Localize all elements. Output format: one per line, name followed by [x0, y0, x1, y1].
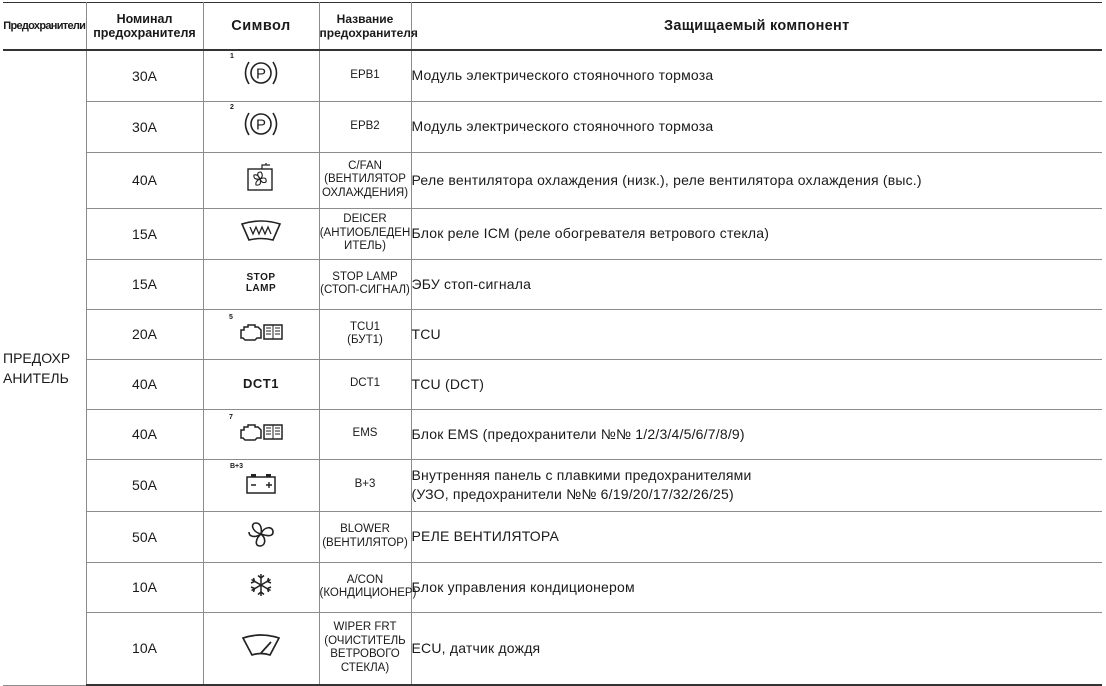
fuse-name — [319, 562, 417, 612]
protected-component-line: Модуль электрического стояночного тормоза — [411, 67, 714, 84]
table-row — [3, 409, 1102, 459]
fuse-group-label — [3, 50, 86, 685]
fuse-name — [319, 309, 411, 359]
fuse-name — [319, 101, 411, 152]
fuse-name-line: DCT1 — [349, 377, 381, 390]
svg-text:P: P — [255, 116, 267, 134]
table-row — [3, 309, 1102, 359]
fuse-symbol — [203, 359, 319, 409]
table-row — [3, 511, 1102, 562]
battery-icon-graphic — [244, 482, 278, 499]
fuse-name — [319, 459, 411, 511]
symbol-superscript: 2 — [230, 104, 234, 111]
fuse-name-line: СТЕКЛА) — [340, 661, 390, 674]
fuse-name — [319, 511, 411, 562]
fuse-name-line: TCU1 — [349, 320, 381, 333]
fuse-rating: 50A — [86, 459, 203, 511]
protected-component-line: (УЗО, предохранители №№ 6/19/20/17/32/26/25) — [411, 486, 734, 502]
protected-component-line: ЭБУ стоп-сигнала — [411, 275, 532, 292]
header-component: Защищаемый компонент — [411, 3, 1102, 51]
fuse-name-line: DEICER — [343, 213, 387, 226]
fuse-symbol — [203, 511, 319, 562]
header-nominal-line: Номинал — [116, 12, 173, 26]
fuse-rating: 40A — [86, 359, 203, 409]
symbol-superscript: B+3 — [230, 462, 244, 470]
protected-component — [411, 152, 1102, 208]
table-row — [3, 562, 1102, 612]
fuse-name — [319, 259, 411, 309]
symbol-label-line: LAMP — [245, 283, 277, 294]
fuse-name-line: (ВЕНТИЛЯТОР — [324, 173, 406, 186]
protected-component — [411, 309, 1102, 359]
fuse-symbol — [203, 562, 319, 612]
fuse-name — [319, 152, 411, 208]
fuse-name — [319, 208, 411, 259]
blower-fan-icon-graphic — [246, 535, 276, 552]
fuse-name-line: EMS — [352, 427, 378, 440]
protected-component — [411, 359, 1102, 409]
fuse-name — [319, 50, 411, 101]
cooling-fan-icon-graphic — [244, 180, 278, 197]
table-row — [3, 259, 1102, 309]
windshield-deicer-icon-graphic — [239, 231, 283, 248]
header-symbol: Символ — [203, 3, 319, 51]
fuse-symbol — [203, 208, 319, 259]
battery-icon — [230, 462, 278, 500]
fuse-name-line: ВЕТРОВОГО — [330, 648, 400, 661]
fuse-name-line: (ОЧИСТИТЕЛЬ — [324, 634, 406, 647]
fuse-rating: 40A — [86, 152, 203, 208]
fuse-rating: 30A — [86, 101, 203, 152]
fuse-rating: 20A — [86, 309, 203, 359]
fuse-name-line: ИТЕЛЬ) — [344, 240, 386, 253]
fuse-name-line: EPB2 — [350, 119, 380, 132]
fuse-symbol — [203, 259, 319, 309]
cooling-fan-icon — [244, 163, 278, 198]
fuse-symbol — [203, 101, 319, 152]
protected-component-line: Блок EMS (предохранители №№ 1/2/3/4/5/6/7/8/9) — [411, 425, 745, 442]
fuse-rating: 50A — [86, 511, 203, 562]
fuse-symbol — [203, 612, 319, 685]
protected-component — [411, 50, 1102, 101]
fuse-rating: 15A — [86, 208, 203, 259]
fuse-symbol — [203, 152, 319, 208]
fuse-name-line: (СТОП-СИГНАЛ) — [320, 284, 410, 296]
parking-brake-icon — [230, 53, 284, 92]
table-row — [3, 359, 1102, 409]
fuse-name-line: (КОНДИЦИОНЕР) — [319, 587, 417, 599]
fuse-table — [3, 2, 1102, 686]
table-row — [3, 459, 1102, 511]
protected-component — [411, 259, 1102, 309]
engine-manual-icon — [229, 413, 285, 449]
protected-component-line: Реле вентилятора охлаждения (низк.), реле вентилятора охлаждения (выс.) — [411, 171, 922, 188]
front-wiper-icon — [240, 633, 282, 664]
header-fuse: Предохранители — [3, 3, 86, 51]
protected-component — [411, 562, 1102, 612]
fuse-name-line: ОХЛАЖДЕНИЯ) — [321, 186, 409, 199]
protected-component — [411, 511, 1102, 562]
fuse-name-line: A/CON — [346, 573, 384, 586]
symbol-label — [246, 272, 276, 294]
air-conditioner-icon — [248, 572, 274, 603]
fuse-name-line: (АНТИОБЛЕДЕН — [319, 226, 411, 239]
protected-component-line: Блок реле ICM (реле обогревателя ветрового стекла) — [411, 225, 770, 241]
header-row — [3, 3, 1102, 51]
protected-component-line: TCU — [411, 325, 441, 342]
fuse-name-line: STOP LAMP — [332, 270, 398, 283]
protected-component — [411, 409, 1102, 459]
protected-component — [411, 101, 1102, 152]
fuse-symbol — [203, 459, 319, 511]
protected-component — [411, 208, 1102, 259]
engine-manual-icon — [229, 313, 285, 349]
fuse-group-label-line: ПРЕДОХР — [3, 349, 71, 366]
table-row — [3, 101, 1102, 152]
parking-brake-icon-graphic — [238, 65, 284, 91]
fuse-rating: 10A — [86, 562, 203, 612]
air-conditioner-icon-graphic — [248, 585, 274, 602]
header-name-line: предохранителя — [319, 26, 418, 40]
fuse-name — [319, 409, 411, 459]
table-row — [3, 152, 1102, 208]
header-nominal — [86, 3, 203, 51]
fuse-rating: 30A — [86, 50, 203, 101]
symbol-label-line: DCT1 — [243, 376, 279, 391]
fuse-name — [319, 612, 411, 685]
engine-manual-icon-graphic — [237, 331, 285, 348]
protected-component-line: TCU (DCT) — [411, 375, 485, 392]
svg-text:P: P — [255, 65, 267, 83]
fuse-rating: 40A — [86, 409, 203, 459]
header-name — [319, 3, 418, 51]
fuse-rating: 10A — [86, 612, 203, 685]
protected-component-line: РЕЛЕ ВЕНТИЛЯТОРА — [411, 528, 560, 544]
symbol-label-line: STOP — [246, 272, 276, 283]
fuse-symbol — [203, 309, 319, 359]
blower-fan-icon — [246, 520, 276, 553]
symbol-superscript: 7 — [229, 413, 233, 421]
fuse-symbol — [203, 409, 319, 459]
symbol-label — [243, 376, 279, 391]
windshield-deicer-icon — [239, 218, 283, 249]
fuse-group-label-line: АНИТЕЛЬ — [3, 369, 69, 386]
fuse-symbol — [203, 50, 319, 101]
parking-brake-icon-graphic — [238, 116, 284, 142]
table-row — [3, 612, 1102, 685]
fuse-name-line: BLOWER — [340, 523, 390, 535]
protected-component-line: ECU, датчик дождя — [411, 639, 541, 656]
protected-component-line: Блок управления кондиционером — [411, 578, 635, 595]
engine-manual-icon-graphic — [237, 431, 285, 448]
fuse-name-line: (БУТ1) — [347, 334, 383, 346]
protected-component-line: Модуль электрического стояночного тормоза — [411, 118, 714, 134]
front-wiper-icon-graphic — [240, 646, 282, 663]
parking-brake-icon — [230, 104, 284, 143]
fuse-rating: 15A — [86, 259, 203, 309]
fuse-name-line: B+3 — [354, 478, 376, 491]
fuse-name-line: WIPER FRT — [333, 621, 397, 634]
symbol-superscript: 1 — [230, 53, 234, 61]
header-nominal-line: предохранителя — [93, 26, 196, 40]
protected-component — [411, 459, 1102, 511]
stop-lamp-text — [246, 272, 276, 296]
fuse-name-line: C/FAN — [348, 159, 382, 172]
fuse-name — [319, 359, 411, 409]
fuse-name-line: (ВЕНТИЛЯТОР) — [322, 536, 408, 549]
symbol-superscript: 5 — [229, 313, 233, 321]
header-name-line: Название — [336, 12, 394, 26]
dct-text — [243, 376, 279, 391]
fuse-name-line: EPB1 — [350, 69, 380, 81]
table-row — [3, 208, 1102, 259]
table-row — [3, 50, 1102, 101]
protected-component-line: Внутренняя панель с плавкими предохранителями — [411, 467, 752, 483]
protected-component — [411, 612, 1102, 685]
